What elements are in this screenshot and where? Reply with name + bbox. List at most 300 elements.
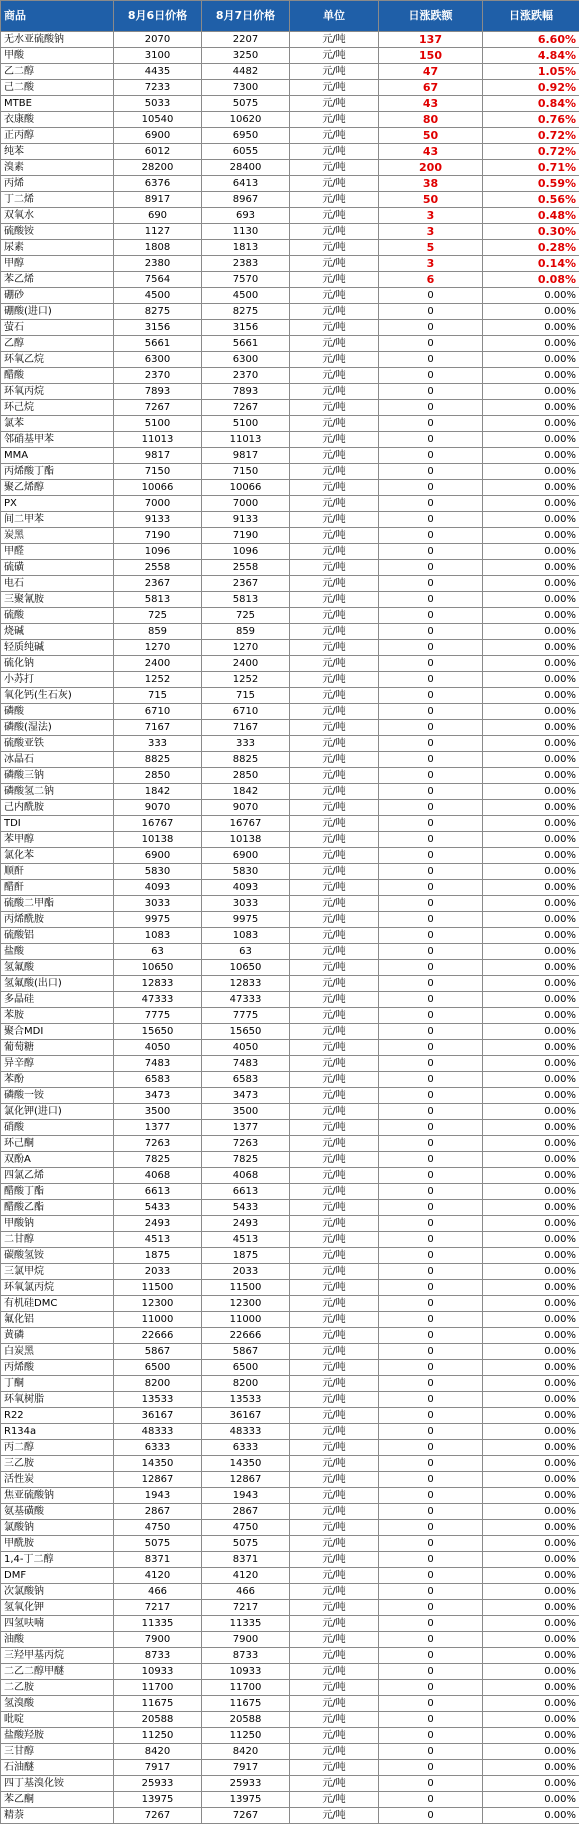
price-aug6-cell: 6012 xyxy=(114,144,202,160)
daily-change-cell: 0 xyxy=(379,1744,483,1760)
price-aug6-cell: 11013 xyxy=(114,432,202,448)
daily-change-cell: 0 xyxy=(379,1424,483,1440)
unit-cell: 元/吨 xyxy=(290,400,379,416)
daily-change-cell: 0 xyxy=(379,1584,483,1600)
price-aug6-cell: 1270 xyxy=(114,640,202,656)
daily-change-pct-cell: 0.00% xyxy=(483,1536,579,1552)
unit-cell: 元/吨 xyxy=(290,1104,379,1120)
unit-cell: 元/吨 xyxy=(290,1456,379,1472)
price-aug6-cell: 1943 xyxy=(114,1488,202,1504)
table-row xyxy=(1,1696,579,1712)
price-aug6-cell: 5867 xyxy=(114,1344,202,1360)
product-name-cell: 醋酸丁酯 xyxy=(1,1184,114,1200)
price-aug6-cell: 7825 xyxy=(114,1152,202,1168)
daily-change-cell: 0 xyxy=(379,1552,483,1568)
product-name-cell: 炭黑 xyxy=(1,528,114,544)
product-name-cell: 环己酮 xyxy=(1,1136,114,1152)
price-aug7-cell: 6055 xyxy=(202,144,290,160)
price-aug7-cell: 7190 xyxy=(202,528,290,544)
unit-cell: 元/吨 xyxy=(290,1632,379,1648)
daily-change-pct-cell: 0.00% xyxy=(483,1632,579,1648)
daily-change-cell: 0 xyxy=(379,1488,483,1504)
table-row xyxy=(1,1328,579,1344)
daily-change-pct-cell: 0.00% xyxy=(483,1216,579,1232)
table-row xyxy=(1,160,579,176)
table-row xyxy=(1,320,579,336)
price-aug6-cell: 7564 xyxy=(114,272,202,288)
unit-cell: 元/吨 xyxy=(290,1152,379,1168)
daily-change-cell: 0 xyxy=(379,1440,483,1456)
product-name-cell: 二乙胺 xyxy=(1,1680,114,1696)
unit-cell: 元/吨 xyxy=(290,1136,379,1152)
product-name-cell: 活性炭 xyxy=(1,1472,114,1488)
product-name-cell: 葡萄糖 xyxy=(1,1040,114,1056)
price-aug7-cell: 7267 xyxy=(202,400,290,416)
product-name-cell: 异辛醇 xyxy=(1,1056,114,1072)
product-name-cell: 氢溴酸 xyxy=(1,1696,114,1712)
daily-change-cell: 0 xyxy=(379,1696,483,1712)
table-row xyxy=(1,864,579,880)
product-name-cell: 乙醇 xyxy=(1,336,114,352)
daily-change-cell: 0 xyxy=(379,640,483,656)
product-name-cell: 多晶硅 xyxy=(1,992,114,1008)
daily-change-pct-cell: 0.00% xyxy=(483,512,579,528)
price-aug7-cell: 3473 xyxy=(202,1088,290,1104)
price-aug7-cell: 4513 xyxy=(202,1232,290,1248)
daily-change-cell: 0 xyxy=(379,480,483,496)
product-name-cell: 硫酸铝 xyxy=(1,928,114,944)
unit-cell: 元/吨 xyxy=(290,736,379,752)
daily-change-cell: 0 xyxy=(379,512,483,528)
unit-cell: 元/吨 xyxy=(290,544,379,560)
table-row xyxy=(1,1744,579,1760)
table-row xyxy=(1,928,579,944)
price-aug7-cell: 7300 xyxy=(202,80,290,96)
product-name-cell: 三羟甲基丙烷 xyxy=(1,1648,114,1664)
daily-change-pct-cell: 0.00% xyxy=(483,592,579,608)
price-aug6-cell: 4120 xyxy=(114,1568,202,1584)
product-name-cell: DMF xyxy=(1,1568,114,1584)
daily-change-cell: 5 xyxy=(379,240,483,256)
daily-change-cell: 0 xyxy=(379,624,483,640)
unit-cell: 元/吨 xyxy=(290,624,379,640)
price-aug6-cell: 7267 xyxy=(114,400,202,416)
daily-change-cell: 0 xyxy=(379,1056,483,1072)
daily-change-pct-cell: 0.00% xyxy=(483,1712,579,1728)
unit-cell: 元/吨 xyxy=(290,1312,379,1328)
daily-change-cell: 0 xyxy=(379,368,483,384)
price-aug7-cell: 6710 xyxy=(202,704,290,720)
table-row xyxy=(1,896,579,912)
daily-change-cell: 0 xyxy=(379,976,483,992)
daily-change-pct-cell: 0.00% xyxy=(483,896,579,912)
daily-change-cell: 0 xyxy=(379,1680,483,1696)
daily-change-pct-cell: 0.00% xyxy=(483,1808,579,1824)
price-aug7-cell: 6583 xyxy=(202,1072,290,1088)
daily-change-cell: 0 xyxy=(379,816,483,832)
daily-change-cell: 0 xyxy=(379,1136,483,1152)
daily-change-pct-cell: 0.00% xyxy=(483,784,579,800)
table-body xyxy=(1,32,579,1824)
product-name-cell: 苯乙烯 xyxy=(1,272,114,288)
unit-cell: 元/吨 xyxy=(290,864,379,880)
price-aug7-cell: 8967 xyxy=(202,192,290,208)
daily-change-cell: 0 xyxy=(379,880,483,896)
daily-change-pct-cell: 0.00% xyxy=(483,1664,579,1680)
price-aug6-cell: 10650 xyxy=(114,960,202,976)
price-aug7-cell: 1096 xyxy=(202,544,290,560)
table-row xyxy=(1,912,579,928)
daily-change-cell: 0 xyxy=(379,1344,483,1360)
table-row xyxy=(1,192,579,208)
product-name-cell: 硫酸二甲酯 xyxy=(1,896,114,912)
product-name-cell: 盐酸羟胺 xyxy=(1,1728,114,1744)
daily-change-pct-cell: 0.00% xyxy=(483,352,579,368)
table-row xyxy=(1,672,579,688)
daily-change-pct-cell: 0.00% xyxy=(483,752,579,768)
daily-change-pct-cell: 0.00% xyxy=(483,1376,579,1392)
table-row xyxy=(1,688,579,704)
price-aug7-cell: 5661 xyxy=(202,336,290,352)
daily-change-pct-cell: 0.00% xyxy=(483,1760,579,1776)
unit-cell: 元/吨 xyxy=(290,1568,379,1584)
daily-change-pct-cell: 0.00% xyxy=(483,448,579,464)
daily-change-pct-cell: 0.08% xyxy=(483,272,579,288)
price-aug7-cell: 2493 xyxy=(202,1216,290,1232)
product-name-cell: 吡啶 xyxy=(1,1712,114,1728)
product-name-cell: 氢氟酸(出口) xyxy=(1,976,114,992)
daily-change-cell: 3 xyxy=(379,224,483,240)
product-name-cell: 二甘醇 xyxy=(1,1232,114,1248)
price-aug7-cell: 11700 xyxy=(202,1680,290,1696)
price-aug7-cell: 12300 xyxy=(202,1296,290,1312)
price-aug7-cell: 3156 xyxy=(202,320,290,336)
daily-change-cell: 80 xyxy=(379,112,483,128)
daily-change-cell: 0 xyxy=(379,592,483,608)
table-row xyxy=(1,1472,579,1488)
daily-change-pct-cell: 0.00% xyxy=(483,496,579,512)
daily-change-pct-cell: 0.00% xyxy=(483,1344,579,1360)
price-aug7-cell: 6413 xyxy=(202,176,290,192)
price-aug6-cell: 36167 xyxy=(114,1408,202,1424)
price-aug6-cell: 2867 xyxy=(114,1504,202,1520)
table-row xyxy=(1,496,579,512)
price-aug6-cell: 715 xyxy=(114,688,202,704)
table-row xyxy=(1,800,579,816)
unit-cell: 元/吨 xyxy=(290,1088,379,1104)
product-name-cell: 丙烯酸丁酯 xyxy=(1,464,114,480)
product-name-cell: 焦亚硫酸钠 xyxy=(1,1488,114,1504)
table-row xyxy=(1,1280,579,1296)
unit-cell: 元/吨 xyxy=(290,1504,379,1520)
daily-change-pct-cell: 0.00% xyxy=(483,1488,579,1504)
price-aug6-cell: 7233 xyxy=(114,80,202,96)
price-aug6-cell: 4093 xyxy=(114,880,202,896)
unit-cell: 元/吨 xyxy=(290,1616,379,1632)
price-aug7-cell: 1083 xyxy=(202,928,290,944)
product-name-cell: 苯甲醇 xyxy=(1,832,114,848)
daily-change-pct-cell: 0.00% xyxy=(483,304,579,320)
product-name-cell: 氧化钙(生石灰) xyxy=(1,688,114,704)
price-aug6-cell: 9817 xyxy=(114,448,202,464)
unit-cell: 元/吨 xyxy=(290,784,379,800)
table-row xyxy=(1,1104,579,1120)
price-aug6-cell: 1083 xyxy=(114,928,202,944)
header-row xyxy=(1,1,579,32)
unit-cell: 元/吨 xyxy=(290,1424,379,1440)
daily-change-pct-cell: 0.00% xyxy=(483,1152,579,1168)
price-aug6-cell: 7917 xyxy=(114,1760,202,1776)
product-name-cell: 苯胺 xyxy=(1,1008,114,1024)
price-aug6-cell: 5033 xyxy=(114,96,202,112)
daily-change-cell: 0 xyxy=(379,496,483,512)
table-row xyxy=(1,848,579,864)
unit-cell: 元/吨 xyxy=(290,1664,379,1680)
product-name-cell: 丁二烯 xyxy=(1,192,114,208)
table-row xyxy=(1,1600,579,1616)
price-aug6-cell: 8825 xyxy=(114,752,202,768)
price-aug6-cell: 7217 xyxy=(114,1600,202,1616)
product-name-cell: 双氧水 xyxy=(1,208,114,224)
daily-change-pct-cell: 0.30% xyxy=(483,224,579,240)
price-aug7-cell: 2383 xyxy=(202,256,290,272)
price-aug7-cell: 2558 xyxy=(202,560,290,576)
daily-change-cell: 150 xyxy=(379,48,483,64)
price-aug6-cell: 9070 xyxy=(114,800,202,816)
price-aug6-cell: 48333 xyxy=(114,1424,202,1440)
table-row xyxy=(1,832,579,848)
product-name-cell: 醋酐 xyxy=(1,880,114,896)
unit-cell: 元/吨 xyxy=(290,1280,379,1296)
price-aug7-cell: 10138 xyxy=(202,832,290,848)
daily-change-pct-cell: 0.00% xyxy=(483,800,579,816)
product-name-cell: 石油醚 xyxy=(1,1760,114,1776)
product-name-cell: 冰晶石 xyxy=(1,752,114,768)
table-row xyxy=(1,1680,579,1696)
unit-cell: 元/吨 xyxy=(290,1392,379,1408)
product-name-cell: 乙二醇 xyxy=(1,64,114,80)
daily-change-cell: 38 xyxy=(379,176,483,192)
table-row xyxy=(1,352,579,368)
price-aug6-cell: 6900 xyxy=(114,848,202,864)
daily-change-cell: 0 xyxy=(379,1472,483,1488)
price-aug6-cell: 8275 xyxy=(114,304,202,320)
product-name-cell: 四丁基溴化铵 xyxy=(1,1776,114,1792)
product-name-cell: 甲醇 xyxy=(1,256,114,272)
table-row xyxy=(1,736,579,752)
table-row xyxy=(1,1264,579,1280)
daily-change-pct-cell: 4.84% xyxy=(483,48,579,64)
unit-cell: 元/吨 xyxy=(290,608,379,624)
price-aug6-cell: 14350 xyxy=(114,1456,202,1472)
daily-change-pct-cell: 0.00% xyxy=(483,1296,579,1312)
daily-change-cell: 0 xyxy=(379,736,483,752)
daily-change-pct-cell: 0.00% xyxy=(483,368,579,384)
price-aug6-cell: 725 xyxy=(114,608,202,624)
product-name-cell: 硫磺 xyxy=(1,560,114,576)
product-name-cell: 电石 xyxy=(1,576,114,592)
table-row xyxy=(1,816,579,832)
daily-change-cell: 0 xyxy=(379,432,483,448)
daily-change-pct-cell: 0.00% xyxy=(483,880,579,896)
daily-change-cell: 0 xyxy=(379,832,483,848)
daily-change-cell: 0 xyxy=(379,1280,483,1296)
unit-cell: 元/吨 xyxy=(290,448,379,464)
daily-change-pct-cell: 0.00% xyxy=(483,1136,579,1152)
table-row xyxy=(1,1488,579,1504)
header-product: 商品 xyxy=(1,1,114,32)
price-aug7-cell: 25933 xyxy=(202,1776,290,1792)
price-aug6-cell: 7000 xyxy=(114,496,202,512)
table-row xyxy=(1,176,579,192)
table-row xyxy=(1,1792,579,1808)
unit-cell: 元/吨 xyxy=(290,816,379,832)
daily-change-cell: 0 xyxy=(379,576,483,592)
product-name-cell: 丁酮 xyxy=(1,1376,114,1392)
unit-cell: 元/吨 xyxy=(290,1808,379,1824)
price-aug6-cell: 6300 xyxy=(114,352,202,368)
price-aug6-cell: 6376 xyxy=(114,176,202,192)
price-aug7-cell: 6950 xyxy=(202,128,290,144)
price-aug6-cell: 7483 xyxy=(114,1056,202,1072)
product-name-cell: 硼酸(进口) xyxy=(1,304,114,320)
table-row xyxy=(1,1648,579,1664)
daily-change-cell: 67 xyxy=(379,80,483,96)
daily-change-pct-cell: 0.00% xyxy=(483,416,579,432)
daily-change-pct-cell: 0.00% xyxy=(483,720,579,736)
product-name-cell: 甲酸钠 xyxy=(1,1216,114,1232)
unit-cell: 元/吨 xyxy=(290,1648,379,1664)
unit-cell: 元/吨 xyxy=(290,1744,379,1760)
price-aug6-cell: 2070 xyxy=(114,32,202,48)
header-unit: 单位 xyxy=(290,1,379,32)
unit-cell: 元/吨 xyxy=(290,800,379,816)
daily-change-cell: 0 xyxy=(379,1616,483,1632)
daily-change-pct-cell: 0.00% xyxy=(483,432,579,448)
daily-change-pct-cell: 0.00% xyxy=(483,1392,579,1408)
daily-change-cell: 0 xyxy=(379,1296,483,1312)
product-name-cell: 聚乙烯醇 xyxy=(1,480,114,496)
daily-change-cell: 0 xyxy=(379,688,483,704)
product-name-cell: 氯苯 xyxy=(1,416,114,432)
price-aug7-cell: 4500 xyxy=(202,288,290,304)
daily-change-pct-cell: 0.00% xyxy=(483,1168,579,1184)
daily-change-pct-cell: 0.00% xyxy=(483,1312,579,1328)
price-aug6-cell: 6710 xyxy=(114,704,202,720)
price-aug7-cell: 9070 xyxy=(202,800,290,816)
unit-cell: 元/吨 xyxy=(290,1328,379,1344)
unit-cell: 元/吨 xyxy=(290,320,379,336)
price-aug6-cell: 25933 xyxy=(114,1776,202,1792)
daily-change-cell: 0 xyxy=(379,1360,483,1376)
product-name-cell: 丙烯酸 xyxy=(1,1360,114,1376)
price-aug7-cell: 7570 xyxy=(202,272,290,288)
product-name-cell: 甲酸 xyxy=(1,48,114,64)
unit-cell: 元/吨 xyxy=(290,880,379,896)
price-aug7-cell: 715 xyxy=(202,688,290,704)
price-aug7-cell: 11250 xyxy=(202,1728,290,1744)
price-aug7-cell: 1130 xyxy=(202,224,290,240)
price-aug6-cell: 2493 xyxy=(114,1216,202,1232)
price-aug7-cell: 725 xyxy=(202,608,290,624)
unit-cell: 元/吨 xyxy=(290,1488,379,1504)
daily-change-pct-cell: 0.00% xyxy=(483,576,579,592)
daily-change-pct-cell: 0.00% xyxy=(483,1744,579,1760)
daily-change-cell: 0 xyxy=(379,1808,483,1824)
table-row xyxy=(1,752,579,768)
price-aug7-cell: 5433 xyxy=(202,1200,290,1216)
price-aug7-cell: 7217 xyxy=(202,1600,290,1616)
product-name-cell: 氯化苯 xyxy=(1,848,114,864)
price-aug7-cell: 10620 xyxy=(202,112,290,128)
unit-cell: 元/吨 xyxy=(290,1536,379,1552)
table-row xyxy=(1,256,579,272)
unit-cell: 元/吨 xyxy=(290,1728,379,1744)
daily-change-pct-cell: 0.00% xyxy=(483,1504,579,1520)
unit-cell: 元/吨 xyxy=(290,80,379,96)
unit-cell: 元/吨 xyxy=(290,896,379,912)
unit-cell: 元/吨 xyxy=(290,1072,379,1088)
product-name-cell: 三氯甲烷 xyxy=(1,1264,114,1280)
unit-cell: 元/吨 xyxy=(290,1696,379,1712)
daily-change-cell: 0 xyxy=(379,752,483,768)
daily-change-cell: 0 xyxy=(379,1312,483,1328)
price-aug7-cell: 5867 xyxy=(202,1344,290,1360)
unit-cell: 元/吨 xyxy=(290,1712,379,1728)
daily-change-cell: 0 xyxy=(379,1328,483,1344)
price-aug6-cell: 10066 xyxy=(114,480,202,496)
daily-change-pct-cell: 0.00% xyxy=(483,288,579,304)
unit-cell: 元/吨 xyxy=(290,304,379,320)
product-name-cell: 硫酸亚铁 xyxy=(1,736,114,752)
unit-cell: 元/吨 xyxy=(290,512,379,528)
daily-change-cell: 0 xyxy=(379,1376,483,1392)
daily-change-cell: 0 xyxy=(379,1760,483,1776)
product-name-cell: 磷酸三钠 xyxy=(1,768,114,784)
product-name-cell: 衣康酸 xyxy=(1,112,114,128)
unit-cell: 元/吨 xyxy=(290,1584,379,1600)
daily-change-pct-cell: 0.00% xyxy=(483,1408,579,1424)
product-name-cell: 有机硅DMC xyxy=(1,1296,114,1312)
product-name-cell: 丙二醇 xyxy=(1,1440,114,1456)
product-name-cell: 氯酸钠 xyxy=(1,1520,114,1536)
unit-cell: 元/吨 xyxy=(290,1760,379,1776)
price-aug6-cell: 690 xyxy=(114,208,202,224)
price-aug7-cell: 13533 xyxy=(202,1392,290,1408)
table-row xyxy=(1,1552,579,1568)
daily-change-cell: 0 xyxy=(379,352,483,368)
unit-cell: 元/吨 xyxy=(290,672,379,688)
daily-change-cell: 0 xyxy=(379,1456,483,1472)
unit-cell: 元/吨 xyxy=(290,1360,379,1376)
table-row xyxy=(1,1312,579,1328)
table-row xyxy=(1,240,579,256)
table-row xyxy=(1,1520,579,1536)
price-aug6-cell: 1127 xyxy=(114,224,202,240)
price-aug6-cell: 2400 xyxy=(114,656,202,672)
table-row xyxy=(1,208,579,224)
price-aug7-cell: 11675 xyxy=(202,1696,290,1712)
table-row xyxy=(1,1728,579,1744)
unit-cell: 元/吨 xyxy=(290,352,379,368)
price-aug6-cell: 8733 xyxy=(114,1648,202,1664)
unit-cell: 元/吨 xyxy=(290,1472,379,1488)
daily-change-cell: 0 xyxy=(379,1536,483,1552)
daily-change-pct-cell: 0.00% xyxy=(483,656,579,672)
price-aug6-cell: 10138 xyxy=(114,832,202,848)
price-aug7-cell: 47333 xyxy=(202,992,290,1008)
unit-cell: 元/吨 xyxy=(290,752,379,768)
